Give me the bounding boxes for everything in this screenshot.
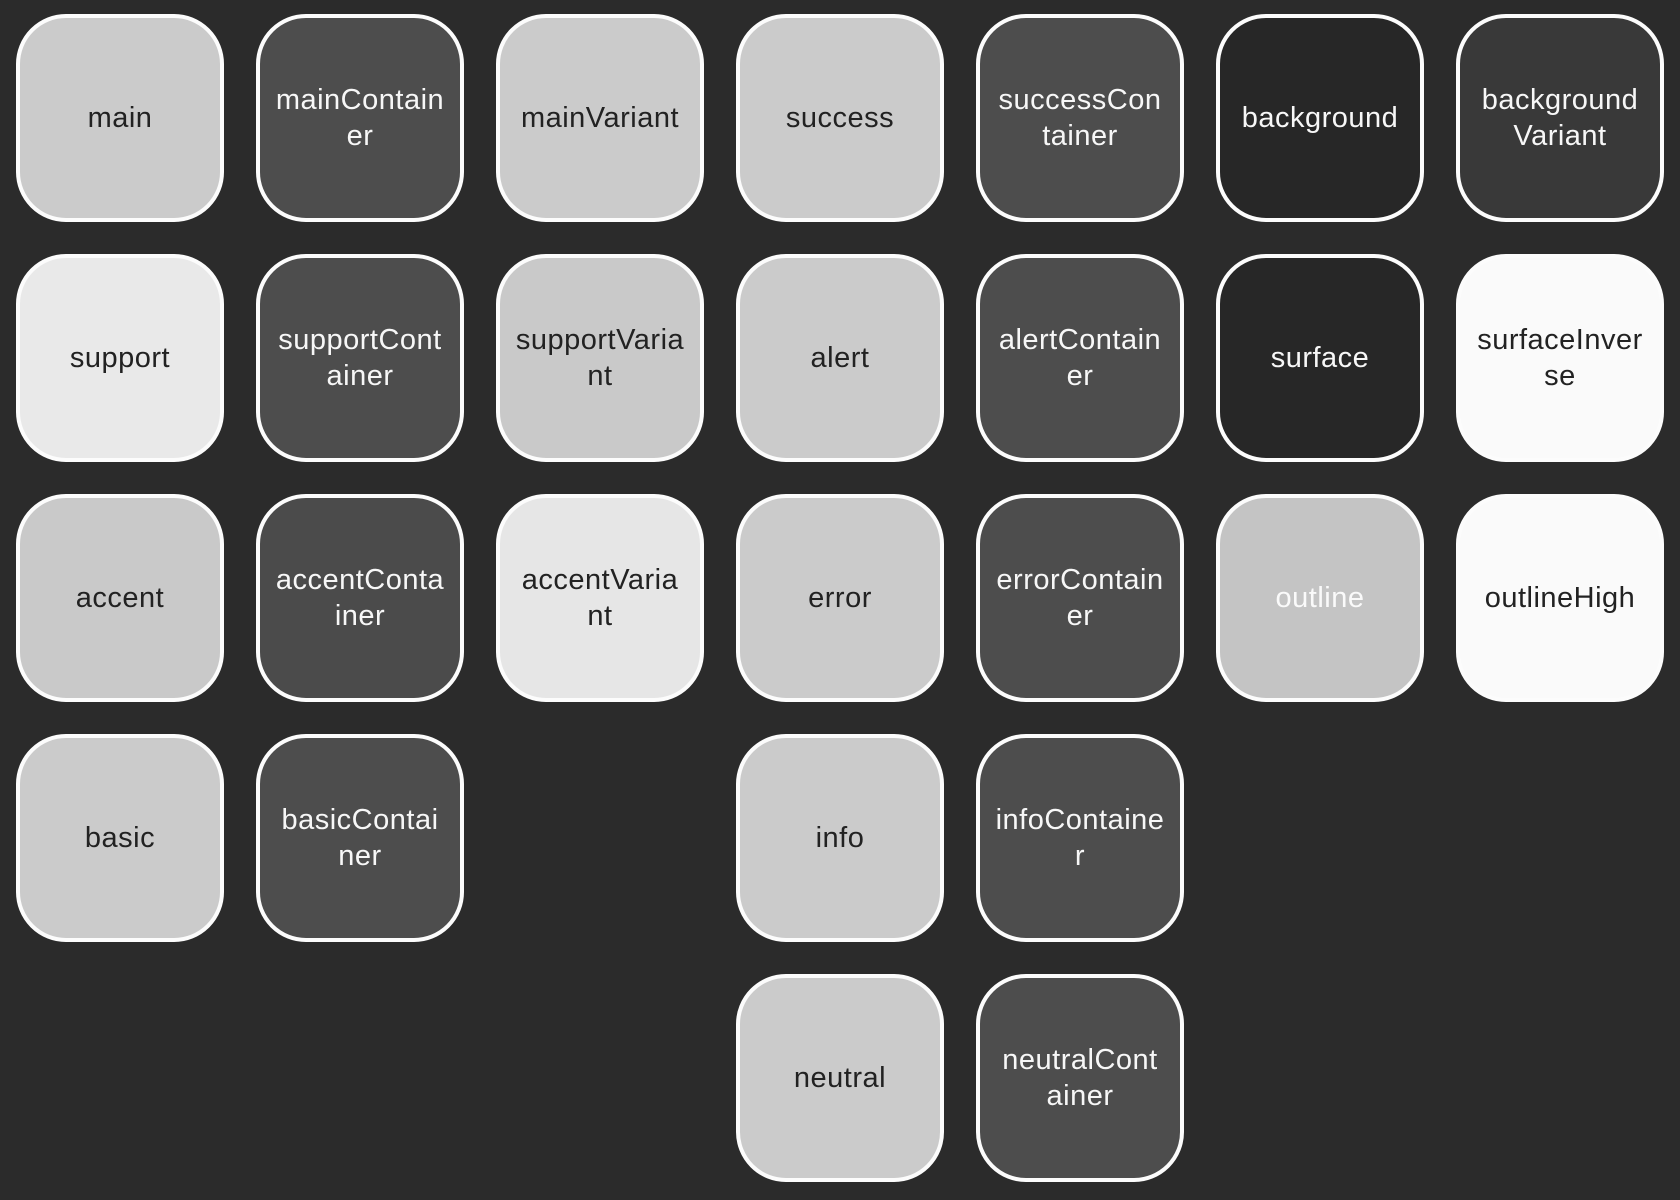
swatch-mainVariant (496, 14, 704, 222)
swatch-label: supportContainer (278, 323, 442, 392)
swatch-label: backgroundVariant (1481, 83, 1639, 152)
swatch-label: outline (1275, 581, 1365, 614)
swatch-outline (1216, 494, 1424, 702)
swatch-errorContainer (976, 494, 1184, 702)
swatch-label: surface (1270, 341, 1370, 374)
swatch-error (736, 494, 944, 702)
swatch-basicContainer (256, 734, 464, 942)
swatch-accentVariant (496, 494, 704, 702)
swatch-label: alertContainer (998, 323, 1162, 392)
swatch-success (736, 14, 944, 222)
swatch-label: alert (810, 341, 870, 374)
swatch-info (736, 734, 944, 942)
swatch-mainContainer (256, 14, 464, 222)
swatch-label: accentVariant (521, 563, 679, 632)
swatch-label: accentContainer (275, 563, 445, 632)
swatch-background (1216, 14, 1424, 222)
swatch-label: background (1241, 101, 1399, 134)
swatch-label: basicContainer (281, 803, 439, 872)
swatch-neutral (736, 974, 944, 1182)
swatch-infoContainer (976, 734, 1184, 942)
swatch-surfaceInverse (1456, 254, 1664, 462)
swatch-main (16, 14, 224, 222)
swatch-label: success (785, 101, 895, 134)
swatch-label: neutralContainer (1002, 1043, 1158, 1112)
swatch-neutralContainer (976, 974, 1184, 1182)
swatch-alert (736, 254, 944, 462)
swatch-outlineHigh (1456, 494, 1664, 702)
swatch-accent (16, 494, 224, 702)
swatch-label: info (815, 821, 865, 854)
swatch-label: infoContainer (995, 803, 1165, 872)
swatch-successContainer (976, 14, 1184, 222)
swatch-basic (16, 734, 224, 942)
swatch-supportVariant (496, 254, 704, 462)
swatch-label: main (87, 101, 153, 134)
swatch-alertContainer (976, 254, 1184, 462)
swatch-surface (1216, 254, 1424, 462)
swatch-label: errorContainer (996, 563, 1164, 632)
swatch-label: mainContainer (275, 83, 445, 152)
swatch-label: mainVariant (520, 101, 680, 134)
swatch-label: surfaceInverse (1477, 323, 1643, 392)
swatch-label: basic (84, 821, 156, 854)
swatch-support (16, 254, 224, 462)
swatch-label: accent (75, 581, 165, 614)
swatch-accentContainer (256, 494, 464, 702)
swatch-label: outlineHigh (1484, 581, 1636, 614)
swatch-label: supportVariant (515, 323, 685, 392)
swatch-label: error (808, 581, 872, 614)
swatch-label: successContainer (998, 83, 1162, 152)
swatch-supportContainer (256, 254, 464, 462)
swatch-backgroundVariant (1456, 14, 1664, 222)
swatch-label: neutral (793, 1061, 887, 1094)
swatch-label: support (69, 341, 171, 374)
